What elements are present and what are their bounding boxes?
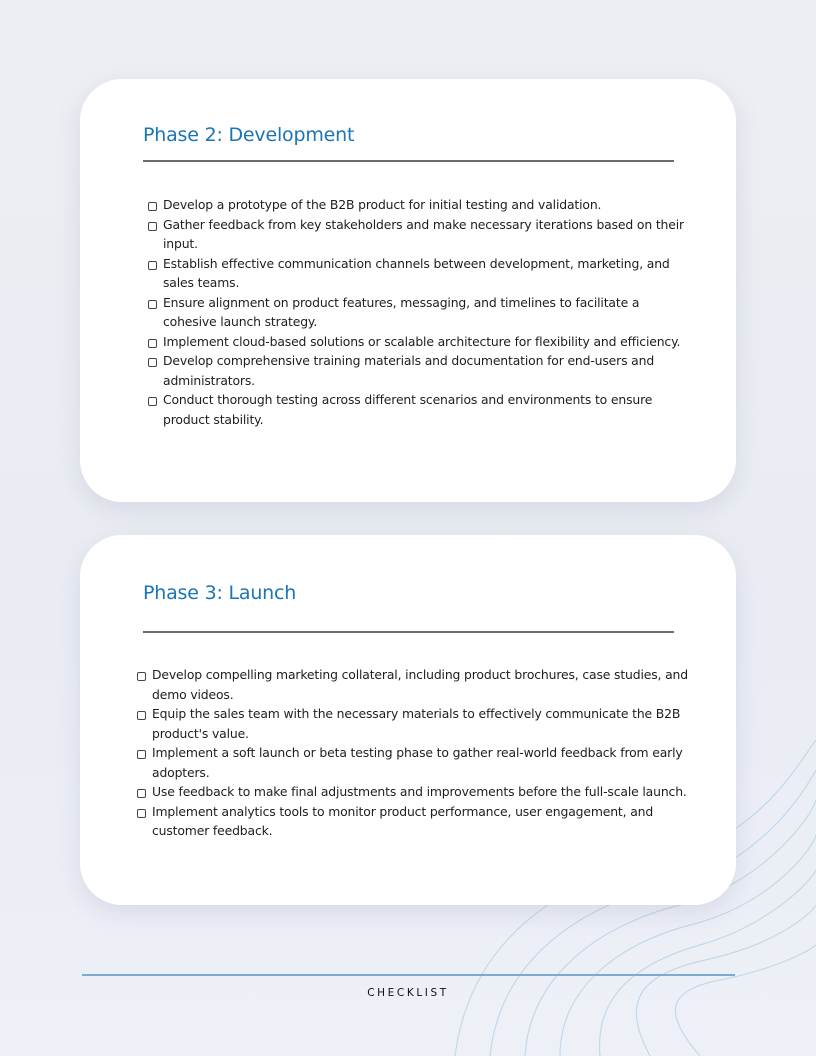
checkbox-icon[interactable] (148, 300, 157, 309)
checklist-item (148, 293, 688, 332)
divider (143, 160, 674, 162)
divider (143, 631, 674, 633)
checklist-item (148, 351, 688, 390)
checklist-item (148, 195, 688, 215)
checklist-item-text: Implement a soft launch or beta testing phase to gather real-world feedback from early adopters. (152, 745, 683, 780)
phase-2-title: Phase 2: Development (143, 124, 355, 146)
checkbox-icon[interactable] (137, 789, 146, 798)
phase-2-checklist (148, 195, 688, 429)
checkbox-icon[interactable] (148, 222, 157, 231)
phase-3-title: Phase 3: Launch (143, 582, 297, 604)
checklist-item (148, 254, 688, 293)
checklist-item (148, 390, 688, 429)
checklist-item (148, 332, 688, 352)
phase-3-checklist (137, 665, 697, 841)
checklist-item-text: Establish effective communication channels between development, marketing, and sales teams. (163, 255, 670, 290)
checklist-item-text: Ensure alignment on product features, messaging, and timelines to facilitate a cohesive launch strategy. (163, 294, 640, 329)
checklist-item (137, 743, 697, 782)
checkbox-icon[interactable] (148, 339, 157, 348)
checkbox-icon[interactable] (148, 261, 157, 270)
checklist-item (148, 215, 688, 254)
footer-label: CHECKLIST (367, 987, 449, 999)
checklist-item (137, 704, 697, 743)
checkbox-icon[interactable] (137, 672, 146, 681)
checklist-item-text: Gather feedback from key stakeholders and make necessary iterations based on their input. (163, 216, 684, 251)
checklist-item (137, 802, 697, 841)
checkbox-icon[interactable] (137, 711, 146, 720)
checklist-item-text: Develop compelling marketing collateral, including product brochures, case studies, and demo videos. (152, 667, 688, 702)
checklist-item-text: Equip the sales team with the necessary materials to effectively communicate the B2B product's value. (152, 706, 681, 741)
checkbox-icon[interactable] (137, 750, 146, 759)
checklist-item-text: Implement cloud-based solutions or scalable architecture for flexibility and efficiency. (163, 333, 681, 349)
phase-3-card (80, 535, 736, 905)
checkbox-icon[interactable] (148, 358, 157, 367)
checkbox-icon[interactable] (148, 202, 157, 211)
checkbox-icon[interactable] (148, 397, 157, 406)
phase-2-card (80, 79, 736, 502)
checklist-item-text: Develop comprehensive training materials and documentation for end-users and administrators. (163, 353, 655, 388)
checklist-item-text: Develop a prototype of the B2B product for initial testing and validation. (163, 197, 602, 212)
checklist-item-text: Implement analytics tools to monitor product performance, user engagement, and customer feedback. (152, 803, 654, 838)
footer-divider (82, 974, 735, 976)
checklist-item (137, 782, 697, 802)
checkbox-icon[interactable] (137, 809, 146, 818)
checklist-item-text: Use feedback to make final adjustments and improvements before the full-scale launch. (152, 784, 687, 799)
checklist-item-text: Conduct thorough testing across different scenarios and environments to ensure product stability. (163, 392, 653, 427)
checklist-item (137, 665, 697, 704)
